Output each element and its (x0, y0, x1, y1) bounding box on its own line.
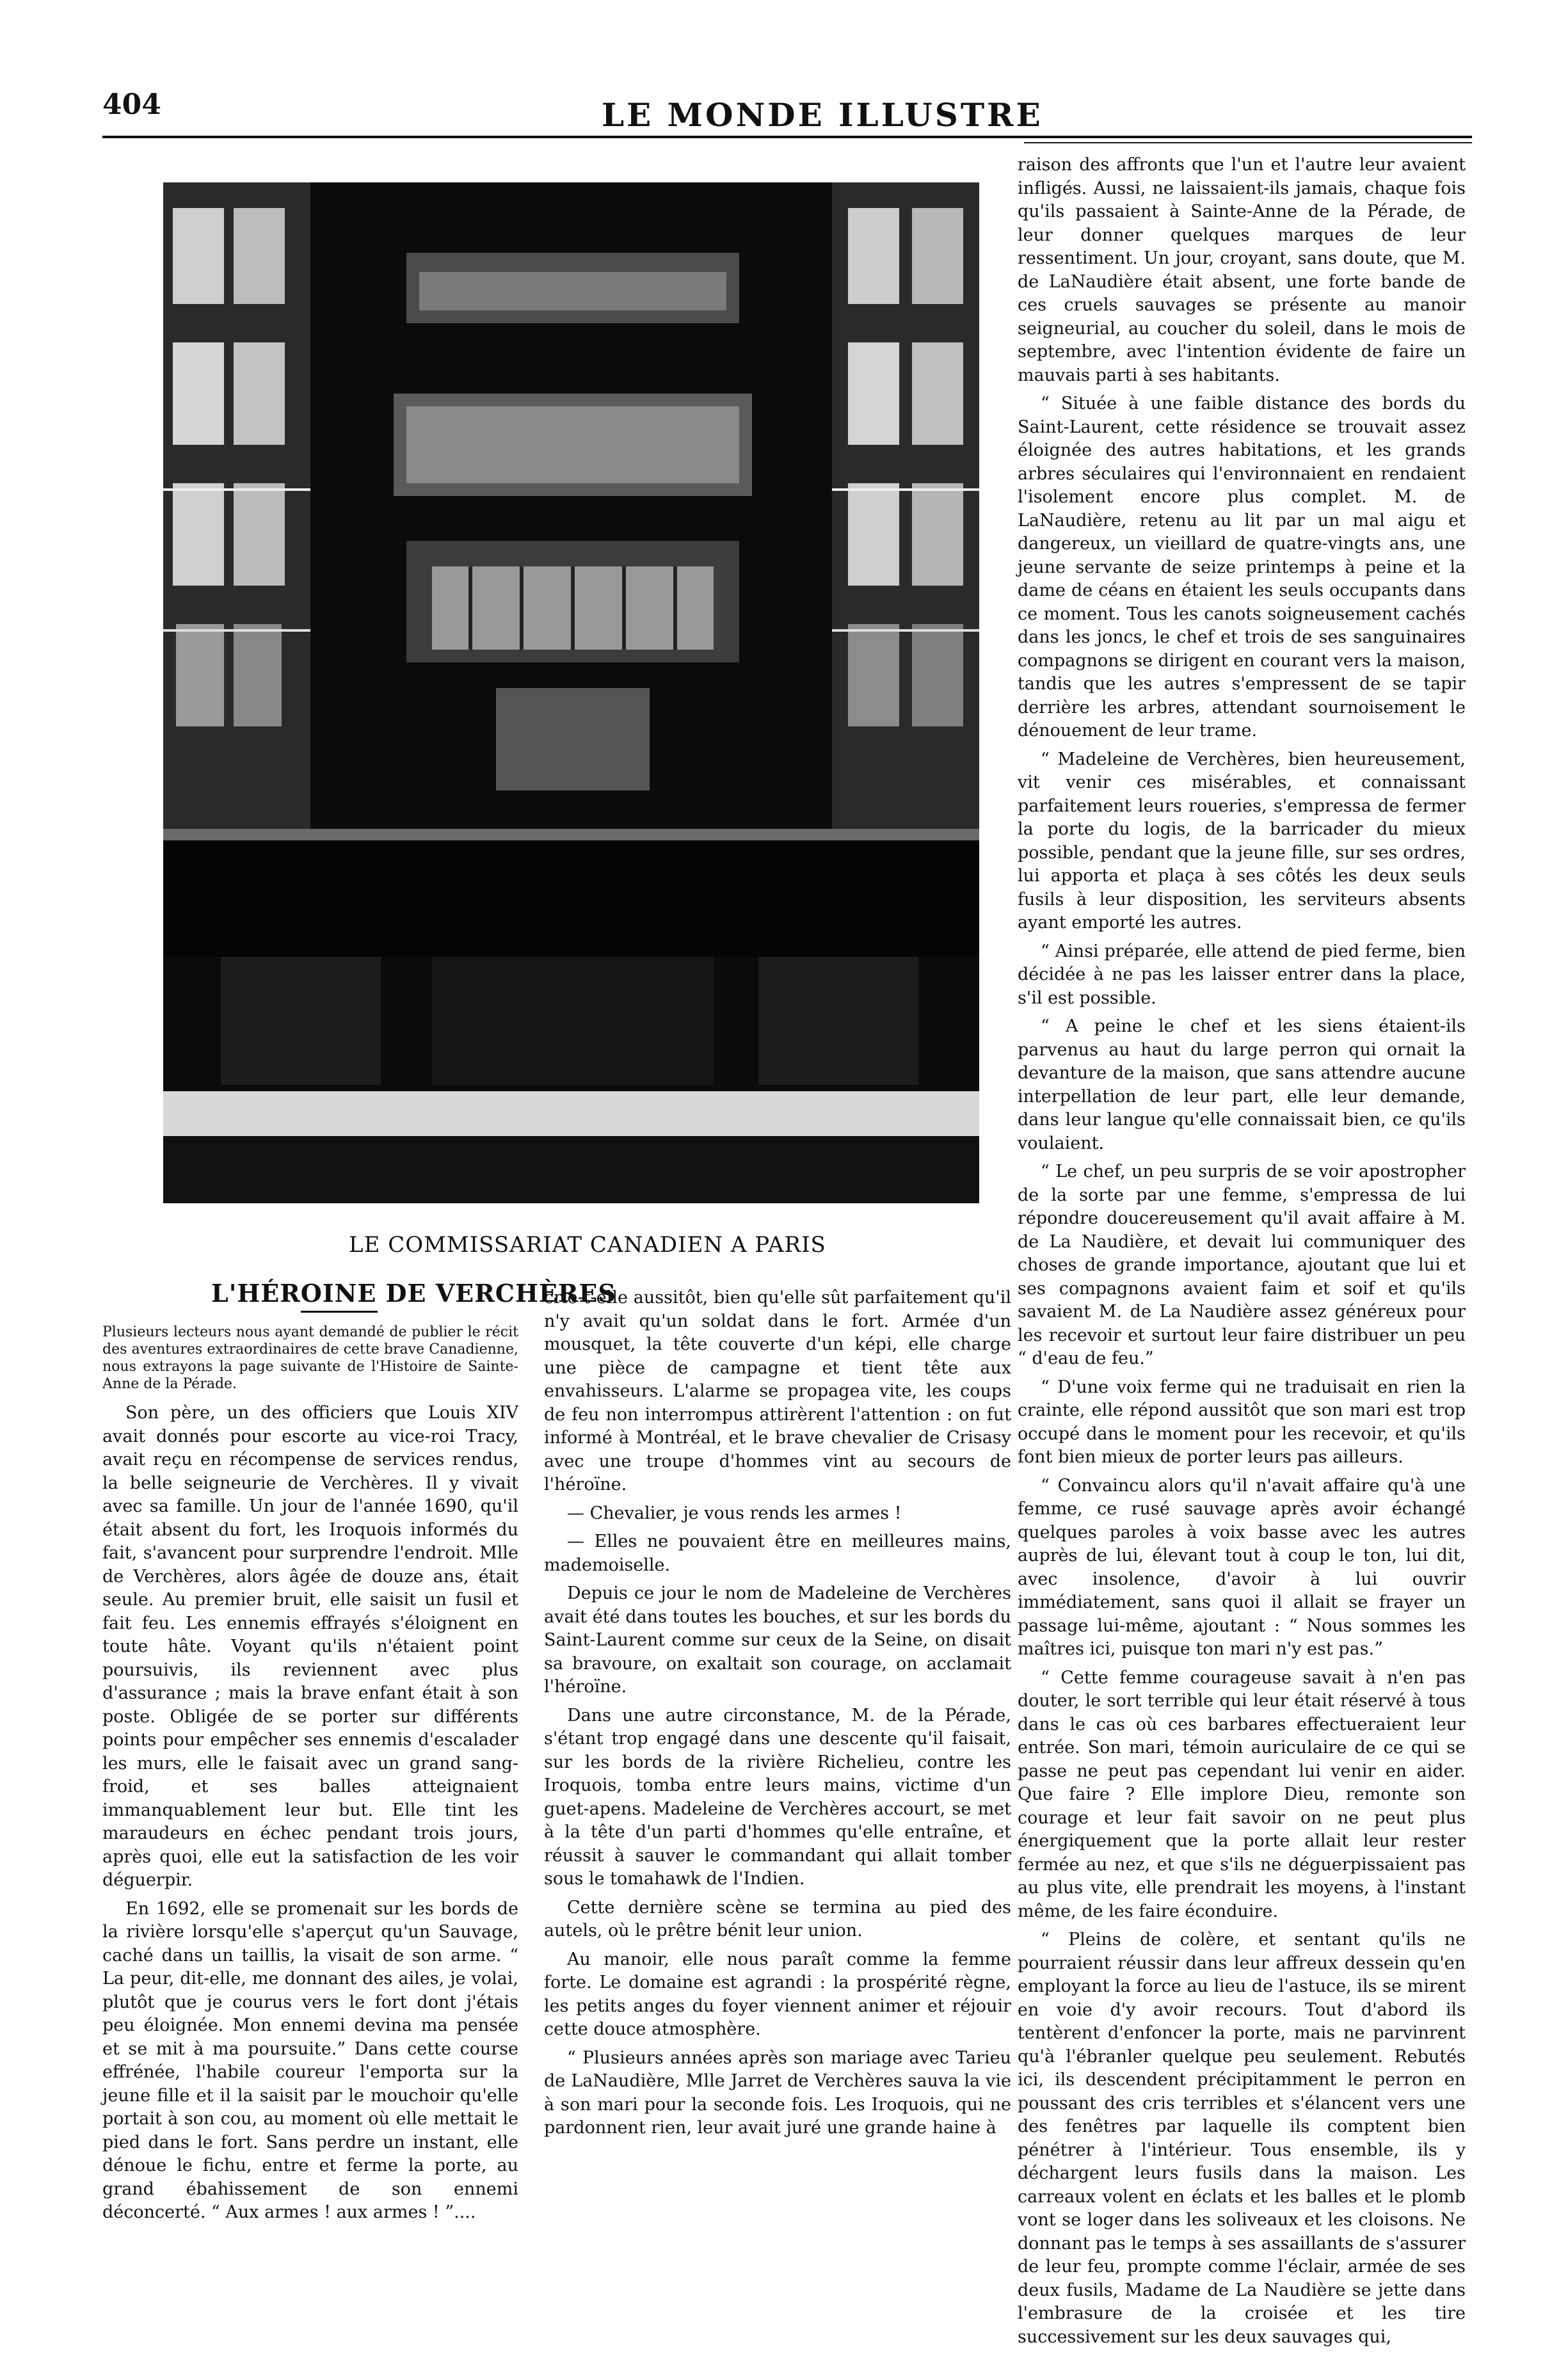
header-rule (102, 136, 1472, 138)
paragraph: — Elles ne pouvaient être en meilleures mains, mademoiselle. (544, 1532, 1011, 1575)
paragraph: “ Ainsi préparée, elle attend de pied ferme, bien décidée à ne pas les laisser entrer dans la place, s'il est possible. (1018, 941, 1466, 1008)
photo-caption: LE COMMISSARIAT CANADIEN A PARIS (349, 1232, 826, 1258)
paragraph: Cette dernière scène se termina au pied des autels, où le prêtre bénit leur union. (544, 1897, 1011, 1941)
paragraph: En 1692, elle se promenait sur les bords de la rivière lorsqu'elle s'aperçut qu'un Sauvage, caché dans un taillis, la visait de son arme. “ La peur, dit-elle, me donnant des ailes, je volai, plutôt que je courus vers le fort dont j'étais peu éloignée. Mon ennemi devina ma pensée et se mit à ma poursuite.” Dans cette course effrénée, l'habile coureur l'emporta sur la jeune fille et il la saisit par le mouchoir qu'elle portait à son cou, au moment où elle mettait le pied dans le fort. Sans perdre un instant, elle dénoue le fichu, entre et ferme la porte, au grand ébahissement de son ennemi déconcerté. “ Aux armes ! aux armes ! ”.... (102, 1898, 518, 2222)
paragraph: — Chevalier, je vous rends les armes ! (567, 1503, 902, 1523)
paragraph: “ Pleins de colère, et sentant qu'ils ne pourraient réussir dans leur affreux dessein qu'en employant la force au lieu de l'astuce, ils se mirent en voie d'y avoir recours. Tout d'abord ils tentèrent d'enfoncer la porte, mais ne parvinrent qu'à l'ébranler quelque peu seulement. Rebutés ici, ils descendent précipitamment le perron en poussant des cris terribles et s'élancent vers une des fenêtres par laquelle ils comptent bien pénétrer à l'intérieur. Tous ensemble, ils y déchargent leurs fusils dans la maison. Les carreaux volent en éclats et les balles et le plomb vont se loger dans les soliveaux et les cloisons. Ne donnant pas le temps à ses assaillants de s'assurer de leur feu, prompte comme l'éclair, armée de ses deux fusils, Madame de La Naudière se jette dans l'embrasure de la croisée et les tire successivement sur les deux sauvages qui, (1018, 1930, 1466, 2347)
paragraph: “ A peine le chef et les siens étaient-ils parvenus au haut du large perron qui ornait la devanture de la maison, que sans attendre aucune interpellation de leur part, elle leur demande, dans leur langue qu'elle connaissait bien, ce qu'ils voulaient. (1018, 1016, 1466, 1153)
paragraph: “ Madeleine de Verchères, bien heureusement, vit venir ces misérables, et connaissant parfaitement leurs roueries, s'empressa de fermer la porte du logis, de la barricader du mieux possible, pendant que la jeune fille, sur ses ordres, lui apporta et plaça à ses côtés les deux seuls fusils à leur disposition, les serviteurs absents ayant emporté les autres. (1018, 749, 1466, 933)
paragraph: “ Cette femme courageuse savait à n'en pas douter, le sort terrible qui leur était réservé à tous dans le cas où ces barbares effectueraient leur entrée. Son mari, témoin auriculaire de ce qui se passe ne peut pas cependant lui venir en aider. Que faire ? Elle implore Dieu, remonte son courage et leur fait savoir on ne peut plus énergiquement que la porte allait leur rester fermée au nez, et que s'ils ne déguerpissaient pas au plus vite, elle prendrait les moyens, à l'instant même, de les faire éconduire. (1018, 1667, 1466, 1921)
text-column-3 (1018, 154, 1466, 2354)
paragraph: Depuis ce jour le nom de Madeleine de Verchères avait été dans toutes les bouches, et sur les bords du Saint-Laurent comme sur ceux de la Seine, on disait sa bravoure, on exaltait son courage, on acclamait l'héroïne. (544, 1583, 1011, 1697)
paragraph: “ Plusieurs années après son mariage avec Tarieu de LaNaudière, Mlle Jarret de Verchères sauva la vie à son mari pour la seconde fois. Les Iroquois, qui ne pardonnent rien, leur avait juré une grande haine à (544, 2047, 1011, 2138)
paragraph: raison des affronts que l'un et l'autre leur avaient infligés. Aussi, ne laissaient-ils jamais, chaque fois qu'ils passaient à Sainte-Anne de la Pérade, de leur donner quelques marques de leur ressentiment. Un jour, croyant, sans doute, que M. de LaNaudière était absent, une forte bande de ces cruels sauvages se présente au manoir seigneurial, au coucher du soleil, dans le mois de septembre, avec l'intention évidente de faire un mauvais parti à ses habitants. (1018, 155, 1466, 385)
paragraph: crie-t-elle aussitôt, bien qu'elle sût parfaitement qu'il n'y avait qu'un soldat dans le fort. Armée d'un mousquet, la tête couverte d'un képi, elle charge une pièce de campagne et tient tête aux envahisseurs. L'alarme se propagea vite, les coups de feu non interrompus attirèrent l'attention : on fut informé à Montréal, et le brave chevalier de Crisasy avec une troupe d'hommes vint au secours de l'héroïne. (544, 1288, 1011, 1494)
paragraph: Dans une autre circonstance, M. de la Pérade, s'étant trop engagé dans une descente qu'il faisait, sur les bords de la rivière Richelieu, contre les Iroquois, tomba entre leurs mains, victime d'un guet-apens. Madeleine de Verchères accourt, se met à la tête d'un parti d'hommes qu'elle entraîne, et réussit à sauver le commandant qui allait tomber sous le tomahawk de l'Indien. (544, 1705, 1011, 1889)
paragraph: “ Le chef, un peu surpris de se voir apostropher de la sorte par une femme, s'empressa de lui répondre doucereusement qu'il avait affaire à M. de La Naudière, et devait lui communiquer des choses de grande importance, ajoutant que lui et ses compagnons avaient faim et soif et qu'ils savaient M. de La Naudière assez généreux pour les recevoir et surtout leur faire distribuer un peu “ d'eau de feu.” (1018, 1162, 1466, 1368)
article-title: L'HÉROINE DE VERCHÈRES (211, 1279, 616, 1308)
title-rule (301, 1311, 378, 1313)
paragraph: Au manoir, elle nous paraît comme la femme forte. Le domaine est agrandi : la prospérité règne, les petits anges du foyer viennent animer et réjouir cette douce atmosphère. (544, 1949, 1011, 2039)
header-rule-secondary (1024, 142, 1472, 143)
paragraph: “ Convaincu alors qu'il n'avait affaire qu'à une femme, ce rusé sauvage après avoir échangé quelques paroles à voix basse avec les autres auprès de lui, élevant tout à coup le ton, lui dit, avec insolence, d'avoir à lui ouvrir immédiatement, sans quoi il allait se frayer un passage lui-même, ajoutant : “ Nous sommes les maîtres ici, puisque ton mari n'y est pas.” (1018, 1475, 1466, 1659)
text-column-1 (102, 1402, 518, 2230)
text-column-2 (544, 1286, 1011, 2145)
page-number: 404 (102, 88, 161, 121)
building-photograph-drawing (163, 182, 979, 1203)
paragraph: “ D'une voix ferme qui ne traduisait en rien la crainte, elle répond aussitôt que son mari est trop occupé dans le moment pour les recevoir, et qu'ils font bien mieux de porter leurs pas ailleurs. (1018, 1377, 1466, 1467)
masthead-title: LE MONDE ILLUSTRE (602, 96, 1043, 134)
article-intro: Plusieurs lecteurs nous ayant demandé de publier le récit des aventures extraordinaires de cette brave Canadienne, nous extrayons la page suivante de l'Histoire de Sainte-Anne de la Pérade. (102, 1324, 518, 1392)
building-photograph (163, 182, 979, 1203)
paragraph: Son père, un des officiers que Louis XIV avait donnés pour escorte au vice-roi Tracy, avait reçu en récompense de services rendus, la belle seigneurie de Verchères. Il y vivait avec sa famille. Un jour de l'année 1690, qu'il était absent du fort, les Iroquois informés du fait, s'avancent pour surprendre l'endroit. Mlle de Verchères, alors âgée de douze ans, était seule. Au premier bruit, elle saisit un fusil et fait feu. Les ennemis effrayés s'éloignent en toute hâte. Voyant qu'ils n'étaient point poursuivis, ils reviennent avec plus d'assurance ; mais la brave enfant était à son poste. Obligée de se porter sur différents points pour empêcher ses ennemis d'escalader les murs, elle le faisait avec un grand sang-froid, et ses balles atteignaient immanquablement leur but. Elle tint les maraudeurs en échec pendant trois jours, après quoi, elle eut la satisfaction de les voir déguerpir. (102, 1403, 518, 1890)
paragraph: “ Située à une faible distance des bords du Saint-Laurent, cette résidence se trouvait assez éloignée des autres habitations, et les grands arbres séculaires qui l'environnaient en rendaient l'isolement encore plus complet. M. de LaNaudière, retenu au lit par un mal aigu et dangereux, un vieillard de quatre-vingts ans, une jeune servante de seize printemps à peine et la dame de céans en étaient les seuls occupants dans ce moment. Tous les canots soigneusement cachés dans les joncs, le chef et trois de ses sanguinaires compagnons se dirigent en courant vers la maison, tandis que les autres s'empressent de se tapir derrière les arbres, attendant sournoisement le dénouement de leur trame. (1018, 394, 1466, 741)
